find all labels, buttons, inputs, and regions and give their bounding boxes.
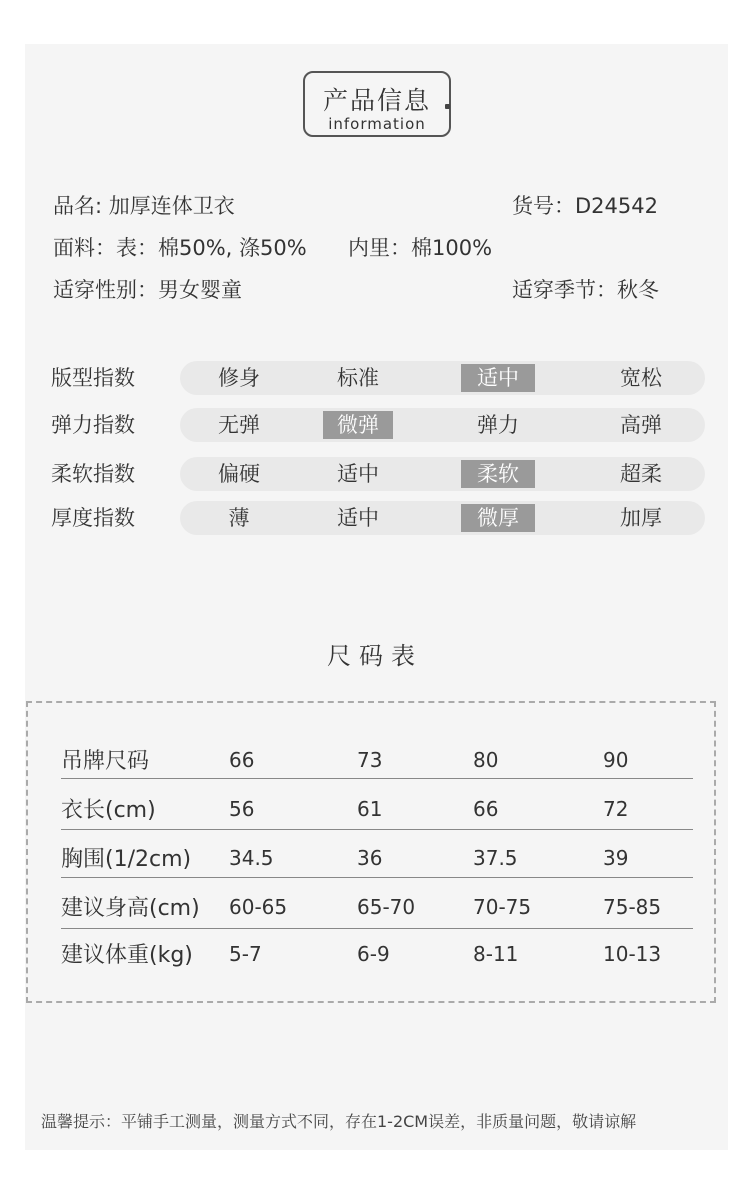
size-row-label: 胸围(1/2cm) <box>61 847 192 872</box>
size-cell: 66 <box>473 797 499 821</box>
size-cell: 34.5 <box>229 846 274 870</box>
index-option: 弹力 <box>477 413 519 437</box>
size-cell: 37.5 <box>473 846 518 870</box>
index-scale-bar <box>180 408 705 442</box>
measurement-tip: 温馨提示：平铺手工测量，测量方式不同，存在1-2CM误差，非质量问题，敬请谅解 <box>41 1112 637 1131</box>
row-divider <box>61 778 693 779</box>
size-cell: 73 <box>357 748 383 772</box>
index-option: 薄 <box>228 506 250 530</box>
index-option: 适中 <box>337 462 379 486</box>
index-option: 加厚 <box>620 506 662 530</box>
item-number: 货号：D24542 <box>512 194 658 218</box>
index-scale-bar <box>180 501 705 535</box>
size-cell: 8-11 <box>473 942 519 966</box>
size-cell: 39 <box>603 846 629 870</box>
lining-info: 内里：棉100% <box>348 236 493 260</box>
season-info: 适穿季节：秋冬 <box>512 278 659 302</box>
fabric-info: 面料：表：棉50%, 涤50% <box>53 236 307 260</box>
size-cell: 61 <box>357 797 383 821</box>
size-cell: 72 <box>603 797 629 821</box>
index-option: 修身 <box>218 366 260 390</box>
size-cell: 5-7 <box>229 942 262 966</box>
index-label: 版型指数 <box>51 366 135 390</box>
badge-dot-icon <box>445 104 450 109</box>
size-cell: 90 <box>603 748 629 772</box>
section-heading-badge <box>303 71 451 137</box>
heading-subtitle: information <box>328 115 426 133</box>
row-divider <box>61 829 693 830</box>
index-option-selected: 柔软 <box>461 460 535 488</box>
size-cell: 70-75 <box>473 895 532 919</box>
size-table-title: 尺码表 <box>327 642 423 670</box>
index-label: 柔软指数 <box>51 462 135 486</box>
index-scale-bar <box>180 361 705 395</box>
index-option: 宽松 <box>620 366 662 390</box>
index-option: 适中 <box>337 506 379 530</box>
size-cell: 66 <box>229 748 255 772</box>
size-cell: 65-70 <box>357 895 416 919</box>
index-label: 厚度指数 <box>51 506 135 530</box>
size-row-label: 衣长(cm) <box>61 798 156 823</box>
size-cell: 6-9 <box>357 942 390 966</box>
index-option-selected: 适中 <box>461 364 535 392</box>
index-option: 标准 <box>337 366 379 390</box>
size-cell: 75-85 <box>603 895 662 919</box>
size-cell: 56 <box>229 797 255 821</box>
row-divider <box>61 877 693 878</box>
index-option-selected: 微厚 <box>461 504 535 532</box>
size-row-label: 吊牌尺码 <box>61 749 150 774</box>
index-option-selected: 微弹 <box>323 411 393 439</box>
size-row-label: 建议体重(kg) <box>61 943 193 968</box>
index-option: 高弹 <box>620 413 662 437</box>
size-cell: 36 <box>357 846 383 870</box>
product-name: 品名: 加厚连体卫衣 <box>53 194 235 218</box>
size-cell: 10-13 <box>603 942 662 966</box>
size-row-label: 建议身高(cm) <box>61 896 200 921</box>
index-label: 弹力指数 <box>51 413 135 437</box>
index-option: 超柔 <box>620 462 662 486</box>
size-cell: 80 <box>473 748 499 772</box>
index-option: 偏硬 <box>218 462 260 486</box>
index-scale-bar <box>180 457 705 491</box>
heading-title: 产品信息 <box>322 86 431 115</box>
gender-info: 适穿性别：男女婴童 <box>53 278 242 302</box>
size-cell: 60-65 <box>229 895 288 919</box>
row-divider <box>61 928 693 929</box>
index-option: 无弹 <box>218 413 260 437</box>
